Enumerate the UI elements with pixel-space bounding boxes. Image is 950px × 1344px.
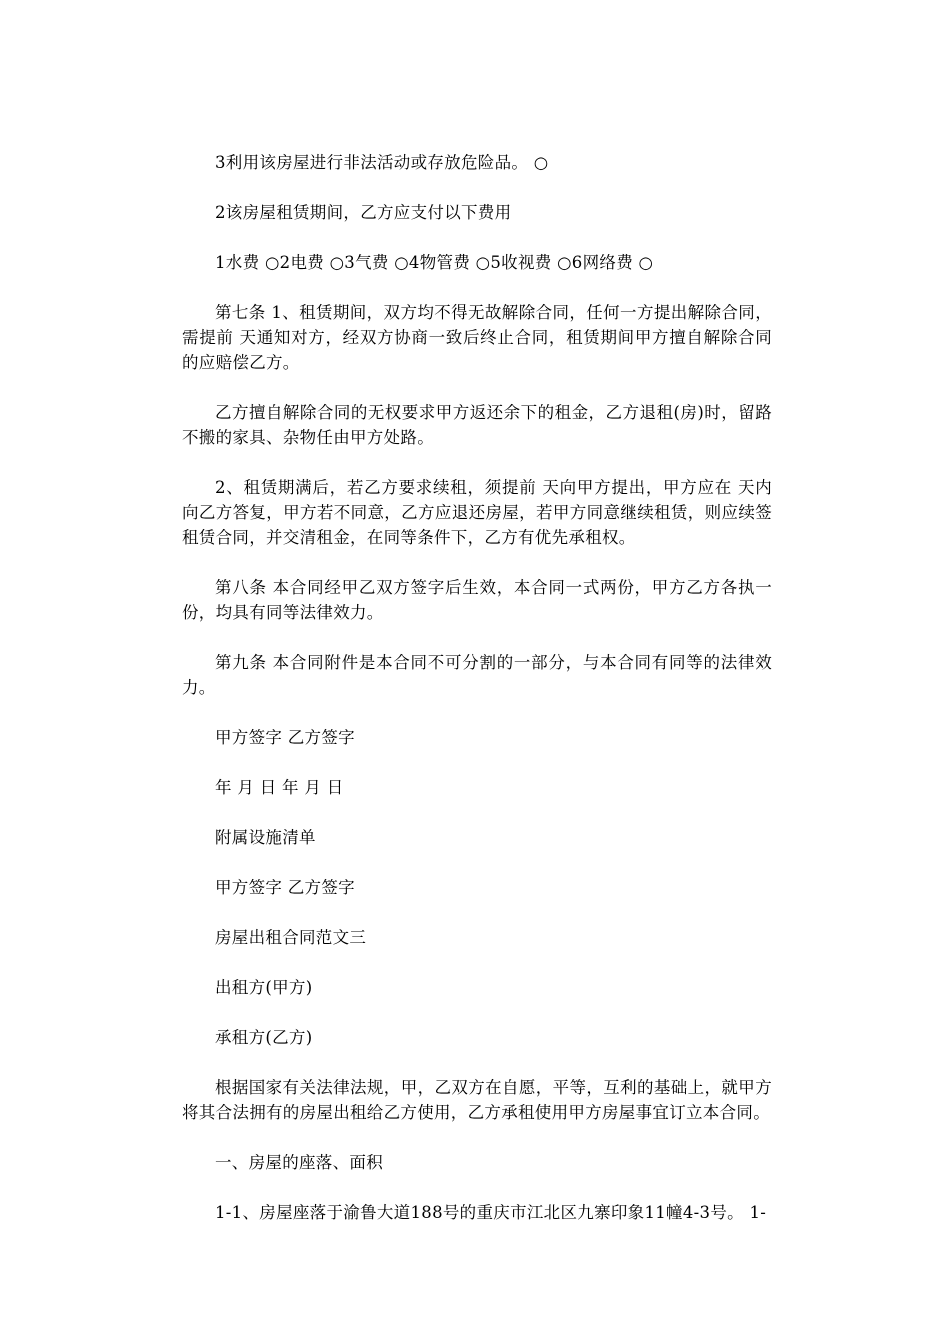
lessor-line: 出租方(甲方) (215, 978, 313, 997)
lessee-line: 承租方(乙方) (215, 1028, 313, 1047)
paragraph-tenant-termination: 乙方擅自解除合同的无权要求甲方返还余下的租金，乙方退租(房)时，留路不搬的家具、杂物任由甲方处路。 (182, 403, 772, 447)
paragraph-fees-intro: 2该房屋租赁期间，乙方应支付以下费用 (215, 203, 512, 222)
contract-sample-title: 房屋出租合同范文三 (215, 928, 367, 947)
paragraph-fee-options: 1水费 ○2电费 ○3气费 ○4物管费 ○5收视费 ○6网络费 ○ (215, 253, 654, 272)
paragraph-clause-3: 3利用该房屋进行非法活动或存放危险品。 ○ (215, 153, 549, 172)
signature-line: 甲方签字 乙方签字 (215, 728, 355, 747)
facilities-list-heading: 附属设施清单 (215, 828, 316, 847)
paragraph-article-7: 第七条 1、租赁期间，双方均不得无故解除合同，任何一方提出解除合同，需提前 天通知对方，经双方协商一致后终止合同，租赁期间甲方擅自解除合同的应赔偿乙方。 (182, 303, 772, 372)
paragraph-location: 1-1、房屋座落于渝鲁大道188号的重庆市江北区九寨印象11幢4-3号。 1- (215, 1203, 767, 1222)
paragraph-article-9: 第九条 本合同附件是本合同不可分割的一部分，与本合同有同等的法律效力。 (182, 653, 772, 697)
paragraph-preamble: 根据国家有关法律法规，甲，乙双方在自愿，平等，互利的基础上，就甲方将其合法拥有的房屋出租给乙方使用，乙方承租使用甲方房屋事宜订立本合同。 (182, 1078, 772, 1122)
date-line: 年 月 日 年 月 日 (215, 778, 344, 797)
paragraph-article-8: 第八条 本合同经甲乙双方签字后生效，本合同一式两份，甲方乙方各执一份，均具有同等法律效力。 (182, 578, 772, 622)
paragraph-renewal: 2、租赁期满后，若乙方要求续租，须提前 天向甲方提出，甲方应在 天内向乙方答复，甲方若不同意，乙方应退还房屋，若甲方同意继续租赁，则应续签租赁合同，并交清租金，在同等条件下，乙方有优先承租权。 (182, 478, 772, 547)
signature-line-2: 甲方签字 乙方签字 (215, 878, 355, 897)
section-heading-location: 一、房屋的座落、面积 (215, 1153, 383, 1172)
document-body (182, 150, 772, 1225)
